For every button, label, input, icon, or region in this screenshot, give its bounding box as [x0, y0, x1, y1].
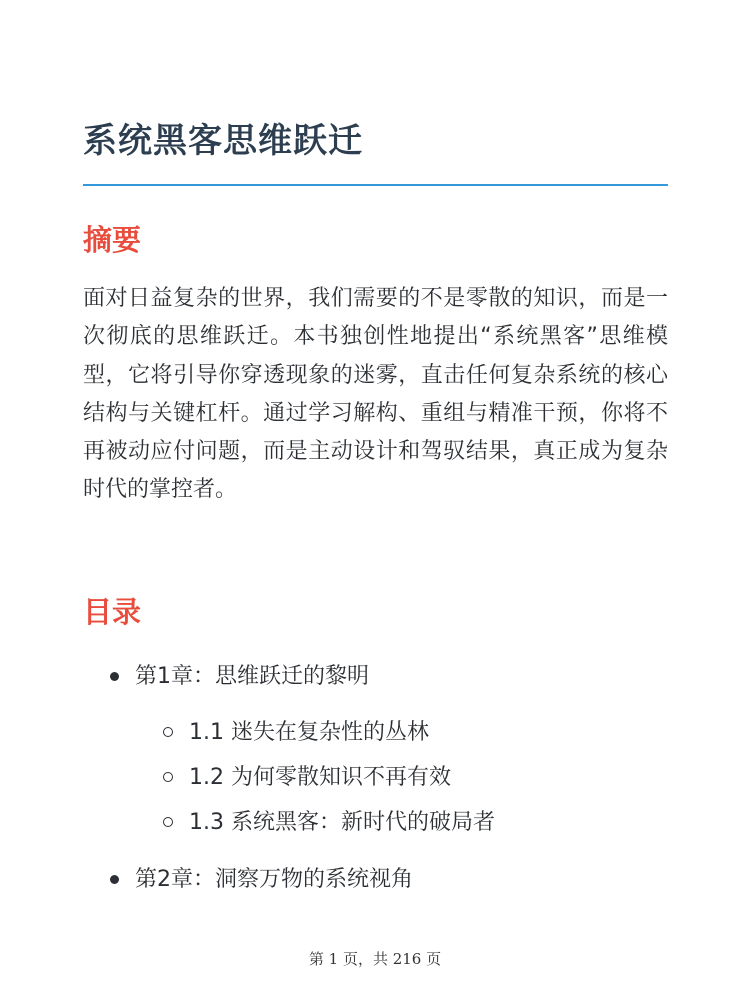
toc-item-section-1-2 — [83, 758, 668, 798]
document-title: 系统黑客思维跃迁 — [83, 121, 363, 161]
toc-item-label: 1.2 为何零散知识不再有效 — [189, 765, 451, 790]
toc-item-chapter-1 — [83, 657, 668, 697]
toc-item-section-1-1 — [83, 713, 668, 753]
page-footer: 第 1 页，共 216 页 — [308, 950, 442, 968]
hollow-bullet-icon — [163, 727, 173, 737]
toc-item-label: 第2章：洞察万物的系统视角 — [135, 867, 413, 892]
toc-item-section-1-3 — [83, 803, 668, 843]
toc-item-label: 1.1 迷失在复杂性的丛林 — [189, 720, 429, 745]
hollow-bullet-icon — [163, 817, 173, 827]
document-page — [83, 0, 668, 1000]
toc-item-chapter-2 — [83, 860, 668, 900]
toc-heading: 目录 — [83, 595, 142, 629]
abstract-heading: 摘要 — [83, 223, 142, 257]
toc-item-label: 1.3 系统黑客：新时代的破局者 — [189, 810, 495, 835]
title-divider — [83, 184, 668, 186]
toc-item-label: 第1章：思维跃迁的黎明 — [135, 664, 369, 689]
filled-bullet-icon — [110, 672, 119, 681]
hollow-bullet-icon — [163, 772, 173, 782]
filled-bullet-icon — [110, 875, 119, 884]
abstract-body: 面对日益复杂的世界，我们需要的不是零散的知识，而是一次彻底的思维跃迁。本书独创性地提出“系统黑客”思维模型，它将引导你穿透现象的迷雾，直击任何复杂系统的核心结构与关键杠杆。通过学习解构、重组与精准干预，你将不再被动应付问题，而是主动设计和驾驭结果，真正成为复杂时代的掌控者。 — [83, 286, 668, 503]
